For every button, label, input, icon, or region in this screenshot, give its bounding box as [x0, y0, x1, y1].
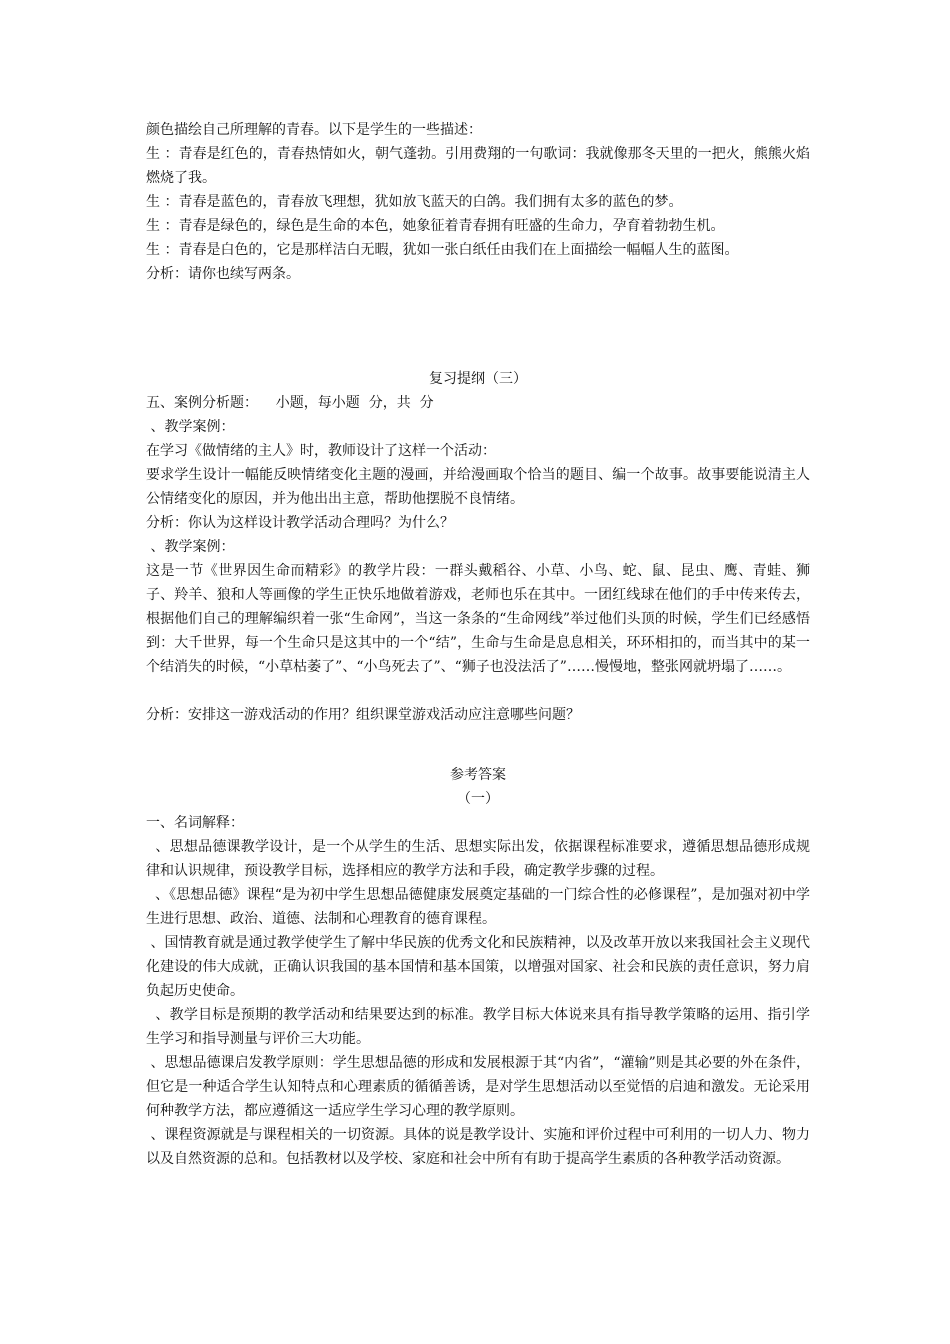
- answer-1: 、思想品德课教学设计，是一个从学生的生活、思想实际出发，依据课程标准要求，遵循思想品德形成规律和认识规律，预设教学目标，选择相应的教学方法和手段，确定教学步骤的过程。: [146, 839, 810, 879]
- case2-question: 分析：安排这一游戏活动的作用？组织课堂游戏活动应注意哪些问题？: [146, 707, 580, 723]
- reference-answers-subtitle: （一）: [457, 791, 499, 807]
- student-description-green: 生 ：青春是绿色的，绿色是生命的本色，她象征着青春拥有旺盛的生命力，孕育着勃勃生机。: [146, 218, 725, 234]
- section1-intro: 颜色描绘自己所理解的青春。以下是学生的一些描述：: [146, 122, 482, 138]
- student-description-white: 生 ：青春是白色的，它是那样洁白无暇，犹如一张白纸任由我们在上面描绘一幅幅人生的蓝图。: [146, 242, 739, 258]
- answer-2: 、《思想品德》课程“是为初中学生思想品德健康发展奠定基础的一门综合性的必修课程”，是加强对初中学生进行思想、政治、道德、法制和心理教育的德育课程。: [146, 887, 811, 927]
- answer-4: 、教学目标是预期的教学活动和结果要达到的标准。教学目标大体说来具有指导教学策略的运用、指引学生学习和指导测量与评价三大功能。: [146, 1007, 810, 1047]
- case1-label: 、教学案例：: [146, 419, 235, 435]
- case2-label: 、教学案例：: [146, 539, 235, 555]
- case-analysis-heading: 五、案例分析题： 小题，每小题 分，共 分: [146, 395, 434, 411]
- review-outline-title: 复习提纲（三）: [429, 371, 527, 387]
- term-explanation-heading: 一、名词解释：: [146, 815, 244, 831]
- answer-6: 、课程资源就是与课程相关的一切资源。具体的说是教学设计、实施和评价过程中可利用的一切人力、物力以及自然资源的总和。包括教材以及学校、家庭和社会中所有有助于提高学生素质的各种教学活动资源。: [146, 1127, 810, 1167]
- case1-intro: 在学习《做情绪的主人》时，教师设计了这样一个活动：: [146, 443, 496, 459]
- case1-body: 要求学生设计一幅能反映情绪变化主题的漫画，并给漫画取个恰当的题目、编一个故事。故事要能说清主人公情绪变化的原因，并为他出出主意，帮助他摆脱不良情绪。: [146, 467, 810, 507]
- section1-analysis: 分析：请你也续写两条。: [146, 266, 300, 282]
- answer-3: 、国情教育就是通过教学使学生了解中华民族的优秀文化和民族精神，以及改革开放以来我国社会主义现代化建设的伟大成就，正确认识我国的基本国情和基本国策，以增强对国家、社会和民族的责任意识，努力肩负起历史使命。: [146, 935, 810, 999]
- answer-5: 、思想品德课启发教学原则：学生思想品德的形成和发展根源于其“内省”，“灌输”则是其必要的外在条件，但它是一种适合学生认知特点和心理素质的循循善诱，是对学生思想活动以至觉悟的启迪和激发。无论采用何种教学方法，都应遵循这一适应学生学习心理的教学原则。: [146, 1055, 810, 1119]
- reference-answers-title: 参考答案: [450, 767, 506, 783]
- case2-body: 这是一节《世界因生命而精彩》的教学片段：一群头戴稻谷、小草、小鸟、蛇、鼠、昆虫、鹰、青蛙、狮子、羚羊、狼和人等画像的学生正快乐地做着游戏，老师也乐在其中。一团红线球在他们的手中传来传去，根据他们自己的理解编织着一张“生命网”，当这一条条的“生命网线”举过他们头顶的时候，学生们已经感悟到：大千世界，每一个生命只是这其中的一个“结”，生命与生命是息息相关，环环相扣的，而当其中的某一个结消失的时候，“小草枯萎了”、“小鸟死去了”、“狮子也没法活了”……慢慢地，整张网就坍塌了……。: [146, 563, 810, 675]
- case1-question: 分析：你认为这样设计教学活动合理吗？为什么？: [146, 515, 454, 531]
- student-description-red: 生 ：青春是红色的，青春热情如火，朝气蓬勃。引用费翔的一句歌词：我就像那冬天里的一把火，熊熊火焰燃烧了我。: [146, 146, 810, 186]
- student-description-blue: 生 ：青春是蓝色的，青春放飞理想，犹如放飞蓝天的白鸽。我们拥有太多的蓝色的梦。: [146, 194, 683, 210]
